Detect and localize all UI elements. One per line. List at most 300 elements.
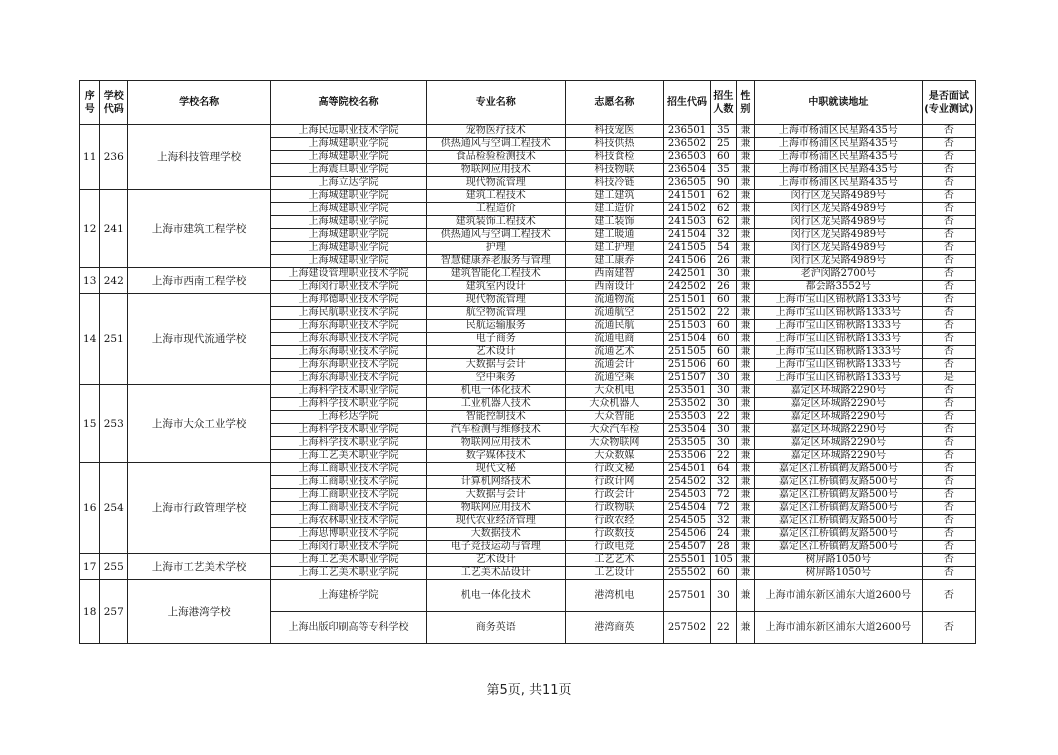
cell-address: 嘉定区环城路2290号 bbox=[755, 424, 923, 437]
cell-interview: 否 bbox=[922, 333, 975, 346]
cell-enrollment-code: 241502 bbox=[664, 203, 711, 216]
group-school-code: 242 bbox=[100, 268, 128, 294]
cell-gender: 兼 bbox=[736, 190, 754, 203]
cell-enrollment-code: 253504 bbox=[664, 424, 711, 437]
cell-choice-name: 建工护理 bbox=[565, 242, 663, 255]
cell-college-name: 上海工商职业技术学院 bbox=[271, 502, 426, 515]
table-row bbox=[80, 385, 976, 398]
cell-enrollment-code: 254507 bbox=[664, 541, 711, 554]
cell-gender: 兼 bbox=[736, 528, 754, 541]
cell-gender: 兼 bbox=[736, 281, 754, 294]
cell-address: 嘉定区江桥镇鹤友路500号 bbox=[755, 463, 923, 476]
cell-enrollment-count: 60 bbox=[711, 294, 737, 307]
cell-interview: 否 bbox=[922, 554, 975, 567]
cell-college-name: 上海城建职业学院 bbox=[271, 190, 426, 203]
cell-gender: 兼 bbox=[736, 385, 754, 398]
group-school-code: 253 bbox=[100, 385, 128, 463]
cell-enrollment-code: 253502 bbox=[664, 398, 711, 411]
cell-choice-name: 行政农经 bbox=[565, 515, 663, 528]
cell-gender: 兼 bbox=[736, 463, 754, 476]
cell-enrollment-code: 255501 bbox=[664, 554, 711, 567]
cell-college-name: 上海闵行职业技术学院 bbox=[271, 541, 426, 554]
cell-major-name: 物联网应用技术 bbox=[426, 502, 565, 515]
cell-address: 树屏路1050号 bbox=[755, 567, 923, 580]
cell-address: 嘉定区环城路2290号 bbox=[755, 411, 923, 424]
cell-gender: 兼 bbox=[736, 359, 754, 372]
cell-enrollment-code: 253503 bbox=[664, 411, 711, 424]
group-school-name: 上海市工艺美术学校 bbox=[128, 554, 271, 580]
group-school-code: 251 bbox=[100, 294, 128, 385]
cell-enrollment-count: 35 bbox=[711, 164, 737, 177]
cell-gender: 兼 bbox=[736, 346, 754, 359]
cell-enrollment-code: 251501 bbox=[664, 294, 711, 307]
cell-college-name: 上海建设管理职业技术学院 bbox=[271, 268, 426, 281]
cell-enrollment-code: 253506 bbox=[664, 450, 711, 463]
cell-major-name: 宠物医疗技术 bbox=[426, 125, 565, 138]
cell-major-name: 航空物流管理 bbox=[426, 307, 565, 320]
cell-choice-name: 大众物联网 bbox=[565, 437, 663, 450]
cell-enrollment-count: 60 bbox=[711, 359, 737, 372]
cell-major-name: 机电一体化技术 bbox=[426, 580, 565, 612]
cell-college-name: 上海工商职业技术学院 bbox=[271, 476, 426, 489]
cell-address: 嘉定区江桥镇鹤友路500号 bbox=[755, 541, 923, 554]
cell-enrollment-count: 22 bbox=[711, 411, 737, 424]
header-choice-name: 志愿名称 bbox=[565, 81, 663, 125]
cell-major-name: 工业机器人技术 bbox=[426, 398, 565, 411]
cell-enrollment-count: 35 bbox=[711, 125, 737, 138]
cell-choice-name: 科技宠医 bbox=[565, 125, 663, 138]
cell-enrollment-count: 62 bbox=[711, 216, 737, 229]
cell-college-name: 上海建桥学院 bbox=[271, 580, 426, 612]
cell-address: 老沪闵路2700号 bbox=[755, 268, 923, 281]
cell-major-name: 汽车检测与维修技术 bbox=[426, 424, 565, 437]
cell-interview: 否 bbox=[922, 541, 975, 554]
cell-interview: 否 bbox=[922, 567, 975, 580]
cell-enrollment-count: 30 bbox=[711, 424, 737, 437]
cell-enrollment-count: 60 bbox=[711, 567, 737, 580]
cell-enrollment-count: 32 bbox=[711, 515, 737, 528]
cell-interview: 否 bbox=[922, 268, 975, 281]
cell-major-name: 工程造价 bbox=[426, 203, 565, 216]
cell-college-name: 上海科学技术职业学院 bbox=[271, 437, 426, 450]
cell-gender: 兼 bbox=[736, 476, 754, 489]
cell-gender: 兼 bbox=[736, 437, 754, 450]
cell-address: 闵行区龙吴路4989号 bbox=[755, 229, 923, 242]
cell-gender: 兼 bbox=[736, 450, 754, 463]
cell-enrollment-count: 60 bbox=[711, 151, 737, 164]
cell-enrollment-code: 241501 bbox=[664, 190, 711, 203]
cell-enrollment-code: 251507 bbox=[664, 372, 711, 385]
cell-choice-name: 行政数技 bbox=[565, 528, 663, 541]
cell-major-name: 供热通风与空调工程技术 bbox=[426, 138, 565, 151]
cell-college-name: 上海出版印刷高等专科学校 bbox=[271, 612, 426, 644]
cell-choice-name: 工艺艺术 bbox=[565, 554, 663, 567]
cell-enrollment-code: 241505 bbox=[664, 242, 711, 255]
cell-enrollment-code: 254504 bbox=[664, 502, 711, 515]
table-row bbox=[80, 580, 976, 612]
table-row bbox=[80, 554, 976, 567]
cell-enrollment-count: 22 bbox=[711, 612, 737, 644]
cell-enrollment-code: 236503 bbox=[664, 151, 711, 164]
cell-choice-name: 流通艺术 bbox=[565, 346, 663, 359]
cell-major-name: 现代文秘 bbox=[426, 463, 565, 476]
cell-choice-name: 行政文秘 bbox=[565, 463, 663, 476]
cell-interview: 是 bbox=[922, 372, 975, 385]
cell-interview: 否 bbox=[922, 502, 975, 515]
cell-gender: 兼 bbox=[736, 502, 754, 515]
cell-college-name: 上海城建职业学院 bbox=[271, 151, 426, 164]
cell-gender: 兼 bbox=[736, 320, 754, 333]
cell-address: 嘉定区环城路2290号 bbox=[755, 450, 923, 463]
cell-interview: 否 bbox=[922, 476, 975, 489]
cell-enrollment-code: 253505 bbox=[664, 437, 711, 450]
cell-address: 都会路3552号 bbox=[755, 281, 923, 294]
cell-major-name: 智能控制技术 bbox=[426, 411, 565, 424]
table-row bbox=[80, 268, 976, 281]
cell-choice-name: 建工康养 bbox=[565, 255, 663, 268]
cell-address: 嘉定区江桥镇鹤友路500号 bbox=[755, 476, 923, 489]
cell-gender: 兼 bbox=[736, 229, 754, 242]
cell-major-name: 电子竞技运动与管理 bbox=[426, 541, 565, 554]
cell-address: 上海市宝山区锦秋路1333号 bbox=[755, 320, 923, 333]
group-school-code: 255 bbox=[100, 554, 128, 580]
cell-address: 闵行区龙吴路4989号 bbox=[755, 216, 923, 229]
admission-table bbox=[79, 80, 976, 644]
cell-choice-name: 西南设计 bbox=[565, 281, 663, 294]
cell-interview: 否 bbox=[922, 528, 975, 541]
cell-major-name: 商务英语 bbox=[426, 612, 565, 644]
group-index: 11 bbox=[80, 125, 100, 190]
cell-address: 闵行区龙吴路4989号 bbox=[755, 255, 923, 268]
cell-enrollment-count: 28 bbox=[711, 541, 737, 554]
cell-enrollment-count: 22 bbox=[711, 307, 737, 320]
group-school-name: 上海市大众工业学校 bbox=[128, 385, 271, 463]
cell-gender: 兼 bbox=[736, 203, 754, 216]
cell-college-name: 上海民航职业技术学院 bbox=[271, 307, 426, 320]
cell-gender: 兼 bbox=[736, 242, 754, 255]
cell-major-name: 现代农业经济管理 bbox=[426, 515, 565, 528]
cell-choice-name: 港湾机电 bbox=[565, 580, 663, 612]
group-index: 15 bbox=[80, 385, 100, 463]
cell-college-name: 上海工商职业技术学院 bbox=[271, 489, 426, 502]
cell-address: 上海市杨浦区民星路435号 bbox=[755, 138, 923, 151]
cell-college-name: 上海东海职业技术学院 bbox=[271, 320, 426, 333]
cell-college-name: 上海工商职业技术学院 bbox=[271, 463, 426, 476]
cell-college-name: 上海东海职业技术学院 bbox=[271, 333, 426, 346]
cell-major-name: 现代物流管理 bbox=[426, 294, 565, 307]
cell-interview: 否 bbox=[922, 398, 975, 411]
cell-enrollment-code: 254506 bbox=[664, 528, 711, 541]
cell-enrollment-code: 257501 bbox=[664, 580, 711, 612]
cell-enrollment-code: 257502 bbox=[664, 612, 711, 644]
header-gender: 性别 bbox=[736, 81, 754, 125]
cell-enrollment-count: 60 bbox=[711, 346, 737, 359]
cell-gender: 兼 bbox=[736, 177, 754, 190]
cell-address: 嘉定区江桥镇鹤友路500号 bbox=[755, 515, 923, 528]
cell-gender: 兼 bbox=[736, 567, 754, 580]
group-school-name: 上海港湾学校 bbox=[128, 580, 271, 644]
cell-choice-name: 大众机电 bbox=[565, 385, 663, 398]
cell-enrollment-count: 24 bbox=[711, 528, 737, 541]
cell-enrollment-code: 254503 bbox=[664, 489, 711, 502]
cell-choice-name: 建工暖通 bbox=[565, 229, 663, 242]
cell-interview: 否 bbox=[922, 125, 975, 138]
cell-enrollment-count: 30 bbox=[711, 580, 737, 612]
group-school-name: 上海市西南工程学校 bbox=[128, 268, 271, 294]
cell-college-name: 上海杉达学院 bbox=[271, 411, 426, 424]
cell-enrollment-count: 30 bbox=[711, 372, 737, 385]
cell-choice-name: 建工装饰 bbox=[565, 216, 663, 229]
cell-college-name: 上海城建职业学院 bbox=[271, 229, 426, 242]
cell-major-name: 大数据与会计 bbox=[426, 489, 565, 502]
cell-interview: 否 bbox=[922, 424, 975, 437]
cell-interview: 否 bbox=[922, 216, 975, 229]
cell-interview: 否 bbox=[922, 515, 975, 528]
cell-interview: 否 bbox=[922, 346, 975, 359]
group-school-code: 236 bbox=[100, 125, 128, 190]
cell-major-name: 电子商务 bbox=[426, 333, 565, 346]
cell-address: 上海市浦东新区浦东大道2600号 bbox=[755, 612, 923, 644]
cell-college-name: 上海民远职业技术学院 bbox=[271, 125, 426, 138]
table-row bbox=[80, 190, 976, 203]
cell-major-name: 大数据技术 bbox=[426, 528, 565, 541]
cell-enrollment-count: 72 bbox=[711, 489, 737, 502]
cell-choice-name: 流通空乘 bbox=[565, 372, 663, 385]
cell-gender: 兼 bbox=[736, 398, 754, 411]
cell-gender: 兼 bbox=[736, 138, 754, 151]
header-index: 序号 bbox=[80, 81, 100, 125]
cell-enrollment-count: 60 bbox=[711, 320, 737, 333]
cell-college-name: 上海东海职业技术学院 bbox=[271, 359, 426, 372]
cell-interview: 否 bbox=[922, 281, 975, 294]
group-school-name: 上海市现代流通学校 bbox=[128, 294, 271, 385]
cell-college-name: 上海城建职业学院 bbox=[271, 203, 426, 216]
header-interview: 是否面试(专业测试) bbox=[922, 81, 975, 125]
cell-major-name: 现代物流管理 bbox=[426, 177, 565, 190]
group-school-name: 上海市行政管理学校 bbox=[128, 463, 271, 554]
cell-enrollment-code: 255502 bbox=[664, 567, 711, 580]
header-college-name: 高等院校名称 bbox=[271, 81, 426, 125]
cell-enrollment-count: 105 bbox=[711, 554, 737, 567]
group-index: 18 bbox=[80, 580, 100, 644]
cell-address: 嘉定区环城路2290号 bbox=[755, 398, 923, 411]
cell-college-name: 上海城建职业学院 bbox=[271, 138, 426, 151]
cell-major-name: 艺术设计 bbox=[426, 554, 565, 567]
cell-enrollment-code: 254502 bbox=[664, 476, 711, 489]
cell-gender: 兼 bbox=[736, 255, 754, 268]
group-school-name: 上海市建筑工程学校 bbox=[128, 190, 271, 268]
cell-enrollment-count: 90 bbox=[711, 177, 737, 190]
header-enrollment-code: 招生代码 bbox=[664, 81, 711, 125]
group-school-code: 241 bbox=[100, 190, 128, 268]
cell-enrollment-count: 72 bbox=[711, 502, 737, 515]
cell-major-name: 计算机网络技术 bbox=[426, 476, 565, 489]
cell-interview: 否 bbox=[922, 320, 975, 333]
group-index: 17 bbox=[80, 554, 100, 580]
cell-enrollment-code: 241503 bbox=[664, 216, 711, 229]
cell-address: 上海市宝山区锦秋路1333号 bbox=[755, 333, 923, 346]
header-address: 中职就读地址 bbox=[755, 81, 923, 125]
cell-address: 上海市杨浦区民星路435号 bbox=[755, 177, 923, 190]
cell-address: 树屏路1050号 bbox=[755, 554, 923, 567]
cell-address: 上海市杨浦区民星路435号 bbox=[755, 151, 923, 164]
cell-address: 上海市宝山区锦秋路1333号 bbox=[755, 372, 923, 385]
cell-enrollment-count: 30 bbox=[711, 437, 737, 450]
cell-major-name: 建筑装饰工程技术 bbox=[426, 216, 565, 229]
cell-interview: 否 bbox=[922, 411, 975, 424]
cell-choice-name: 科技食检 bbox=[565, 151, 663, 164]
cell-choice-name: 工艺设计 bbox=[565, 567, 663, 580]
cell-college-name: 上海城建职业学院 bbox=[271, 242, 426, 255]
cell-enrollment-code: 251502 bbox=[664, 307, 711, 320]
cell-interview: 否 bbox=[922, 255, 975, 268]
cell-gender: 兼 bbox=[736, 612, 754, 644]
cell-address: 嘉定区江桥镇鹤友路500号 bbox=[755, 528, 923, 541]
cell-major-name: 物联网应用技术 bbox=[426, 437, 565, 450]
cell-choice-name: 科技冷链 bbox=[565, 177, 663, 190]
cell-choice-name: 大众数媒 bbox=[565, 450, 663, 463]
table-row bbox=[80, 463, 976, 476]
cell-enrollment-count: 25 bbox=[711, 138, 737, 151]
table-row bbox=[80, 125, 976, 138]
cell-enrollment-code: 251504 bbox=[664, 333, 711, 346]
group-index: 12 bbox=[80, 190, 100, 268]
cell-major-name: 供热通风与空调工程技术 bbox=[426, 229, 565, 242]
cell-address: 嘉定区环城路2290号 bbox=[755, 437, 923, 450]
cell-major-name: 护理 bbox=[426, 242, 565, 255]
cell-enrollment-code: 251506 bbox=[664, 359, 711, 372]
cell-gender: 兼 bbox=[736, 411, 754, 424]
header-enrollment-count: 招生人数 bbox=[711, 81, 737, 125]
cell-interview: 否 bbox=[922, 229, 975, 242]
cell-address: 嘉定区环城路2290号 bbox=[755, 385, 923, 398]
cell-enrollment-count: 26 bbox=[711, 255, 737, 268]
cell-major-name: 空中乘务 bbox=[426, 372, 565, 385]
cell-address: 上海市杨浦区民星路435号 bbox=[755, 125, 923, 138]
cell-choice-name: 流通电商 bbox=[565, 333, 663, 346]
cell-gender: 兼 bbox=[736, 541, 754, 554]
cell-interview: 否 bbox=[922, 190, 975, 203]
cell-enrollment-code: 242501 bbox=[664, 268, 711, 281]
cell-gender: 兼 bbox=[736, 489, 754, 502]
cell-interview: 否 bbox=[922, 385, 975, 398]
cell-interview: 否 bbox=[922, 177, 975, 190]
cell-enrollment-code: 236504 bbox=[664, 164, 711, 177]
cell-enrollment-code: 254505 bbox=[664, 515, 711, 528]
cell-interview: 否 bbox=[922, 463, 975, 476]
page-number: 第5页, 共11页 bbox=[486, 683, 572, 698]
cell-college-name: 上海城建职业学院 bbox=[271, 255, 426, 268]
cell-gender: 兼 bbox=[736, 268, 754, 281]
header-school-code: 学校代码 bbox=[100, 81, 128, 125]
cell-college-name: 上海东海职业技术学院 bbox=[271, 372, 426, 385]
cell-enrollment-count: 30 bbox=[711, 385, 737, 398]
cell-choice-name: 行政计网 bbox=[565, 476, 663, 489]
cell-college-name: 上海东海职业技术学院 bbox=[271, 346, 426, 359]
cell-gender: 兼 bbox=[736, 307, 754, 320]
cell-interview: 否 bbox=[922, 307, 975, 320]
cell-college-name: 上海科学技术职业学院 bbox=[271, 398, 426, 411]
cell-college-name: 上海立达学院 bbox=[271, 177, 426, 190]
cell-college-name: 上海科学技术职业学院 bbox=[271, 385, 426, 398]
cell-enrollment-count: 22 bbox=[711, 450, 737, 463]
cell-gender: 兼 bbox=[736, 333, 754, 346]
cell-address: 上海市浦东新区浦东大道2600号 bbox=[755, 580, 923, 612]
cell-enrollment-count: 30 bbox=[711, 398, 737, 411]
cell-college-name: 上海震旦职业学院 bbox=[271, 164, 426, 177]
cell-enrollment-code: 241506 bbox=[664, 255, 711, 268]
cell-college-name: 上海工艺美术职业学院 bbox=[271, 567, 426, 580]
cell-enrollment-count: 64 bbox=[711, 463, 737, 476]
cell-interview: 否 bbox=[922, 164, 975, 177]
cell-major-name: 工艺美术品设计 bbox=[426, 567, 565, 580]
cell-college-name: 上海城建职业学院 bbox=[271, 216, 426, 229]
cell-gender: 兼 bbox=[736, 151, 754, 164]
cell-gender: 兼 bbox=[736, 164, 754, 177]
cell-choice-name: 西南建智 bbox=[565, 268, 663, 281]
cell-enrollment-count: 62 bbox=[711, 190, 737, 203]
cell-major-name: 民航运输服务 bbox=[426, 320, 565, 333]
cell-choice-name: 建工造价 bbox=[565, 203, 663, 216]
cell-interview: 否 bbox=[922, 242, 975, 255]
cell-gender: 兼 bbox=[736, 294, 754, 307]
cell-enrollment-count: 54 bbox=[711, 242, 737, 255]
cell-choice-name: 行政会计 bbox=[565, 489, 663, 502]
cell-major-name: 机电一体化技术 bbox=[426, 385, 565, 398]
cell-address: 上海市杨浦区民星路435号 bbox=[755, 164, 923, 177]
cell-enrollment-code: 254501 bbox=[664, 463, 711, 476]
cell-college-name: 上海科学技术职业学院 bbox=[271, 424, 426, 437]
cell-major-name: 艺术设计 bbox=[426, 346, 565, 359]
cell-interview: 否 bbox=[922, 489, 975, 502]
cell-address: 上海市宝山区锦秋路1333号 bbox=[755, 294, 923, 307]
cell-major-name: 食品检验检测技术 bbox=[426, 151, 565, 164]
group-school-code: 257 bbox=[100, 580, 128, 644]
cell-interview: 否 bbox=[922, 437, 975, 450]
header-major-name: 专业名称 bbox=[426, 81, 565, 125]
cell-interview: 否 bbox=[922, 612, 975, 644]
cell-interview: 否 bbox=[922, 138, 975, 151]
cell-enrollment-code: 236505 bbox=[664, 177, 711, 190]
cell-address: 闵行区龙吴路4989号 bbox=[755, 242, 923, 255]
cell-enrollment-code: 236502 bbox=[664, 138, 711, 151]
cell-address: 上海市宝山区锦秋路1333号 bbox=[755, 307, 923, 320]
cell-enrollment-count: 32 bbox=[711, 229, 737, 242]
cell-enrollment-code: 241504 bbox=[664, 229, 711, 242]
cell-college-name: 上海邦德职业技术学院 bbox=[271, 294, 426, 307]
group-index: 16 bbox=[80, 463, 100, 554]
cell-choice-name: 行政物联 bbox=[565, 502, 663, 515]
cell-enrollment-count: 30 bbox=[711, 268, 737, 281]
cell-enrollment-count: 26 bbox=[711, 281, 737, 294]
table-row bbox=[80, 294, 976, 307]
cell-choice-name: 大众汽车检 bbox=[565, 424, 663, 437]
cell-gender: 兼 bbox=[736, 125, 754, 138]
cell-enrollment-code: 236501 bbox=[664, 125, 711, 138]
cell-major-name: 数字媒体技术 bbox=[426, 450, 565, 463]
cell-college-name: 上海思博职业技术学院 bbox=[271, 528, 426, 541]
cell-major-name: 建筑工程技术 bbox=[426, 190, 565, 203]
cell-gender: 兼 bbox=[736, 580, 754, 612]
cell-choice-name: 建工建筑 bbox=[565, 190, 663, 203]
cell-choice-name: 流通航空 bbox=[565, 307, 663, 320]
cell-choice-name: 科技物联 bbox=[565, 164, 663, 177]
cell-enrollment-count: 62 bbox=[711, 203, 737, 216]
cell-college-name: 上海闵行职业技术学院 bbox=[271, 281, 426, 294]
cell-enrollment-count: 32 bbox=[711, 476, 737, 489]
cell-major-name: 建筑室内设计 bbox=[426, 281, 565, 294]
header-school-name: 学校名称 bbox=[128, 81, 271, 125]
